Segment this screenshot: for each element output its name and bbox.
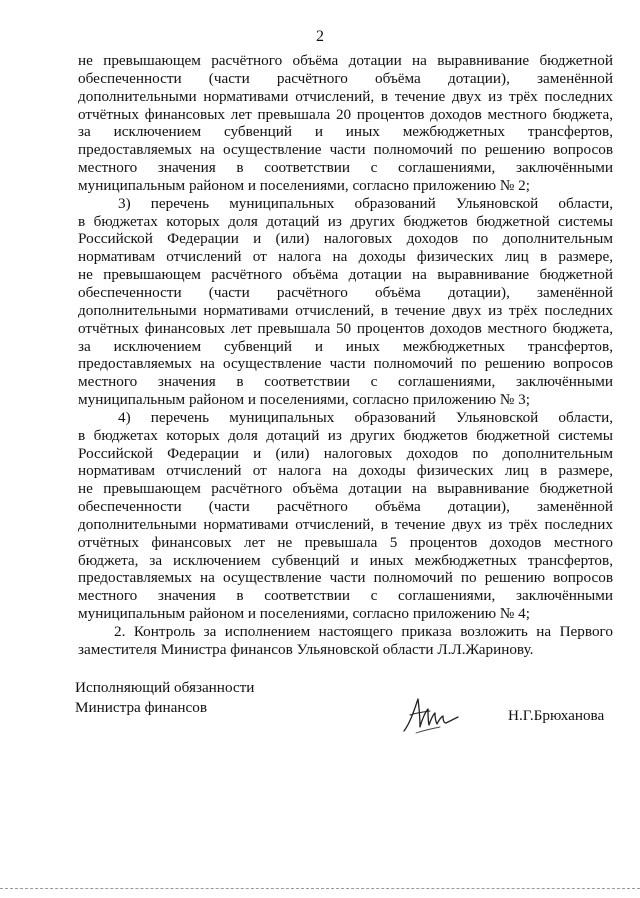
text-line: предоставляемых на осуществление части полномочий по решению вопросов bbox=[78, 569, 613, 587]
text-line: отчётных финансовых лет превышала 50 процентов доходов местного бюджета, bbox=[78, 319, 613, 337]
text-line: муниципальным районом и поселениями, согласно приложению № 4; bbox=[78, 605, 530, 623]
text-line: бюджета, за исключением субвенций и иных межбюджетных трансфертов, bbox=[78, 551, 613, 569]
text-line: не превышающем расчётного объёма дотации на выравнивание бюджетной bbox=[78, 480, 613, 498]
text-line: муниципальным районом и поселениями, согласно приложению № 2; bbox=[78, 176, 530, 194]
text-line: местного значения в соответствии с соглашениями, заключёнными bbox=[78, 373, 613, 391]
text-line: отчётных финансовых лет превышала 20 процентов доходов местного бюджета, bbox=[78, 105, 613, 123]
text-line: в бюджетах которых доля дотаций из других бюджетов бюджетной системы bbox=[78, 426, 613, 444]
text-line: не превышающем расчётного объёма дотации на выравнивание бюджетной bbox=[78, 266, 613, 284]
text-line: нормативам отчислений от налога на доходы физических лиц в размере, bbox=[78, 462, 613, 480]
text-line: отчётных финансовых лет не превышала 5 процентов доходов местного bbox=[78, 533, 613, 551]
text-line: заместителя Министра финансов Ульяновской области Л.Л.Жаринову. bbox=[78, 640, 534, 658]
page-bottom-rule bbox=[0, 888, 640, 889]
text-line: за исключением субвенций и иных межбюджетных трансфертов, bbox=[78, 123, 613, 141]
text-line: 4) перечень муниципальных образований Ульяновской области, bbox=[118, 408, 613, 426]
text-line: за исключением субвенций и иных межбюджетных трансфертов, bbox=[78, 337, 613, 355]
text-line: 3) перечень муниципальных образований Ульяновской области, bbox=[118, 194, 613, 212]
text-line: предоставляемых на осуществление части полномочий по решению вопросов bbox=[78, 141, 613, 159]
page-number: 2 bbox=[316, 28, 324, 45]
text-line: дополнительными нормативами отчислений, в течение двух из трёх последних bbox=[78, 87, 613, 105]
signatory-title bbox=[75, 678, 254, 718]
text-line: дополнительными нормативами отчислений, в течение двух из трёх последних bbox=[78, 301, 613, 319]
text-line: дополнительными нормативами отчислений, в течение двух из трёх последних bbox=[78, 515, 613, 533]
handwritten-signature bbox=[400, 693, 462, 737]
text-line: нормативам отчислений от налога на доходы физических лиц в размере, bbox=[78, 248, 613, 266]
document-body bbox=[78, 52, 613, 659]
text-line: обеспеченности (части расчётного объёма дотации), заменённой bbox=[78, 69, 613, 87]
text-line: предоставляемых на осуществление части полномочий по решению вопросов bbox=[78, 355, 613, 373]
text-line: не превышающем расчётного объёма дотации на выравнивание бюджетной bbox=[78, 52, 613, 69]
signatory-name: Н.Г.Брюханова bbox=[508, 707, 605, 724]
text-line: обеспеченности (части расчётного объёма дотации), заменённой bbox=[78, 498, 613, 516]
text-line: Российской Федерации и (или) налоговых доходов по дополнительным bbox=[78, 230, 613, 248]
text-line: в бюджетах которых доля дотаций из других бюджетов бюджетной системы bbox=[78, 212, 613, 230]
text-line: местного значения в соответствии с соглашениями, заключёнными bbox=[78, 587, 613, 605]
text-line: муниципальным районом и поселениями, согласно приложению № 3; bbox=[78, 391, 530, 409]
text-line: обеспеченности (части расчётного объёма дотации), заменённой bbox=[78, 283, 613, 301]
text-line: местного значения в соответствии с соглашениями, заключёнными bbox=[78, 159, 613, 177]
text-line: 2. Контроль за исполнением настоящего приказа возложить на Первого bbox=[114, 623, 613, 640]
signatory-title-line: Исполняющий обязанности bbox=[75, 679, 255, 696]
signatory-title-line: Министра финансов bbox=[75, 699, 208, 716]
text-line: Российской Федерации и (или) налоговых доходов по дополнительным bbox=[78, 444, 613, 462]
